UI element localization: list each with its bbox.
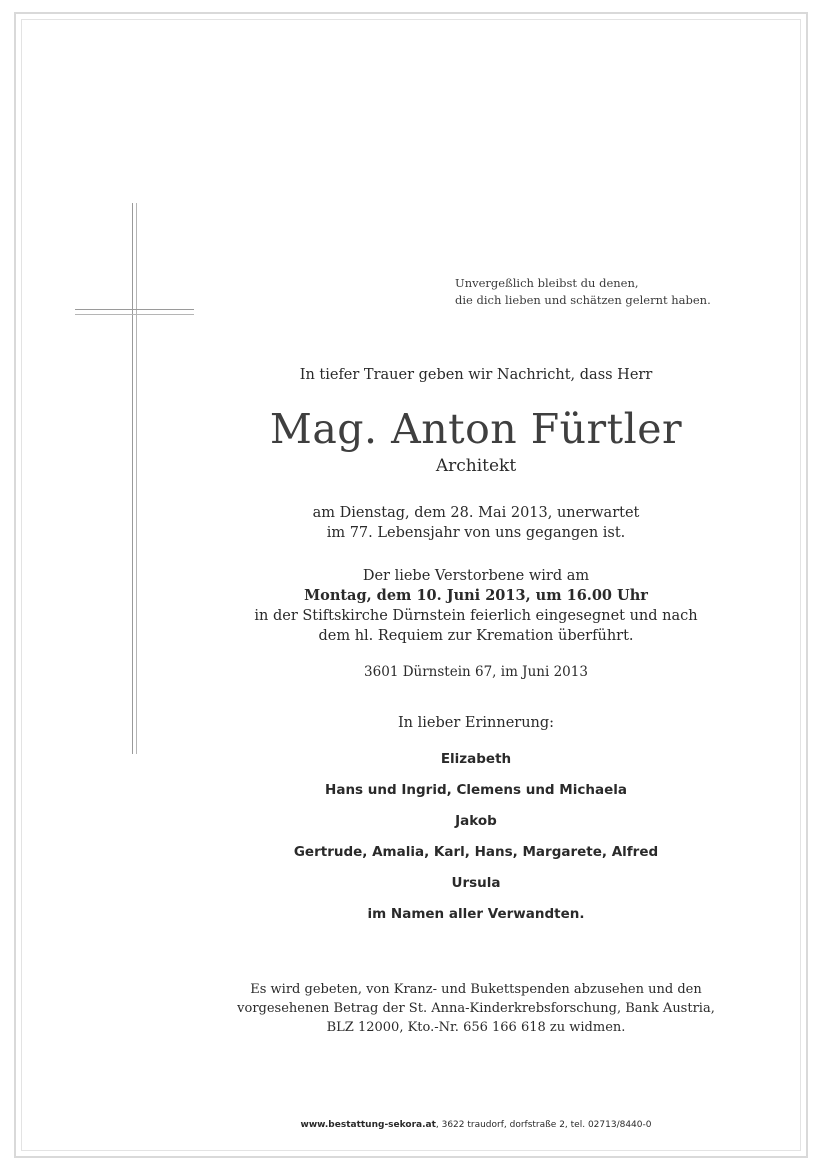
remembrance-heading: In lieber Erinnerung: xyxy=(397,715,555,731)
death-line-1: am Dienstag, dem 28. Mai 2013, unerwartet xyxy=(312,505,640,521)
footer-url: www.bestattung-sekora.at xyxy=(300,1120,436,1130)
place-date: 3601 Dürnstein 67, im Juni 2013 xyxy=(364,664,588,680)
mourner-line: im Namen aller Verwandten. xyxy=(367,906,585,922)
ceremony-date: Montag, dem 10. Juni 2013, um 16.00 Uhr xyxy=(304,587,648,604)
donation-line-1: Es wird gebeten, von Kranz- und Bukettspenden abzusehen und den xyxy=(250,982,702,997)
deceased-name: Mag. Anton Fürtler xyxy=(269,405,683,453)
mourner-line: Jakob xyxy=(455,813,497,829)
donation-request xyxy=(236,980,716,1037)
donation-line-2: vorgesehenen Betrag der St. Anna-Kinderkrebsforschung, Bank Austria, xyxy=(237,1001,715,1016)
intro-text: In tiefer Trauer geben wir Nachricht, dass Herr xyxy=(299,367,653,383)
footer xyxy=(236,1120,716,1130)
ceremony-notice xyxy=(236,566,716,646)
mourner-line: Hans und Ingrid, Clemens und Michaela xyxy=(325,782,627,798)
motto-line-1: Unvergeßlich bleibst du denen, xyxy=(455,276,639,290)
donation-line-3: BLZ 12000, Kto.-Nr. 656 166 618 zu widmen. xyxy=(326,1020,626,1035)
ceremony-line-3: in der Stiftskirche Dürnstein feierlich eingesegnet und nach xyxy=(254,608,698,624)
mourner-line: Gertrude, Amalia, Karl, Hans, Margarete, Alfred xyxy=(293,844,659,860)
mourners-list xyxy=(236,744,716,930)
mourner-line: Elizabeth xyxy=(440,751,512,767)
death-notice xyxy=(236,503,716,543)
ceremony-line-4: dem hl. Requiem zur Kremation überführt. xyxy=(318,628,634,644)
footer-address: , 3622 traudorf, dorfstraße 2, tel. 02713/8440-0 xyxy=(435,1120,652,1130)
deceased-profession: Architekt xyxy=(435,456,517,476)
mourner-line: Ursula xyxy=(451,875,501,891)
motto xyxy=(455,275,715,309)
ceremony-line-1: Der liebe Verstorbene wird am xyxy=(362,568,590,584)
motto-line-2: die dich lieben und schätzen gelernt haben. xyxy=(455,293,711,307)
death-line-2: im 77. Lebensjahr von uns gegangen ist. xyxy=(326,525,626,541)
